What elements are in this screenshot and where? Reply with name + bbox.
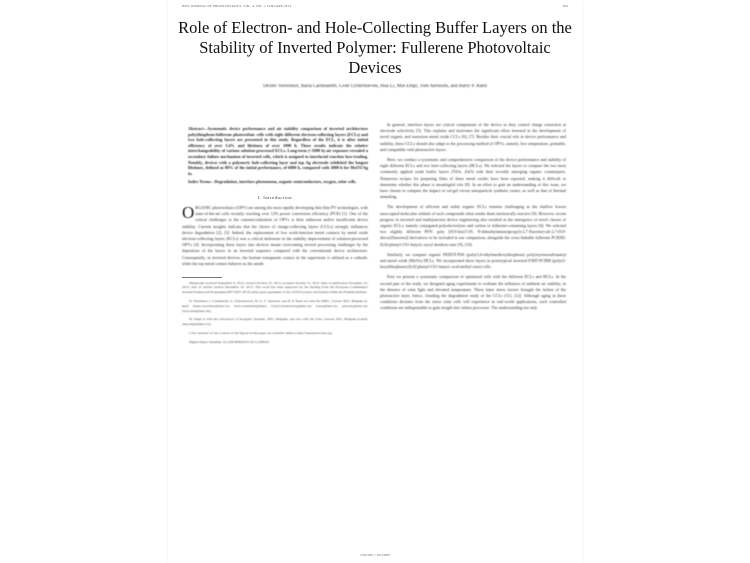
left-column — [182, 126, 368, 349]
body-paragraph: Similarly, we compare organic PEDOT:PSS (poly(3,4-ethylenedioxythiophene) poly(styrenesulfonate)) and metal oxide (MoOx) HCLs. We incorporated these layers in prototypical inverted P3HT:PCBM (poly(3-hexylthiophene):[6,6]-phenyl-C61-butyric acid methyl ester) cells. — [380, 251, 566, 270]
page-number: 369 — [562, 4, 568, 8]
footnote: D. Verreibezt, I. Cardinaletti, G. Uytterhoeven, H. Li, T. Aernouts, and B. P. Rand are with the IMEC, Leuven 3001, Belgium (e-mail: dexter.verreibezt@imec.be; barla.cardinaletti@imec; Griet.Uytterhoeven@imec.be; li.hua@imec.be; aernouts@imec.be; barry.rand@imec.be). — [182, 298, 368, 313]
footnote-block — [182, 281, 368, 345]
abstract: Abstract—Systematic device performance and air stability comparison of inverted architecture poly(thiophene:fullerene photovoltaic cells with eight different electron-collecting layers (ECLs) and two hole-collecting layers are presented in this study. Regardless of the ECL, it is after initial efficiency of over 3.4% and lifetimes of over 1000 h. These results indicate the relative interchangeability of various solution-processed ECLs. Long-term (>1000 h) air exposure revealed a secondary failure mechanism of inverted cells, which is assigned to interfacial reaction face-trading. Notably, devices with a polymeric hole-collecting layer and top Ag electrode exhibited the longest lifetimes, defined as 80% of the initial performance, of 6000 h, compared with 3000 h for MoO3/Ag in. — [188, 126, 368, 176]
footnote: Color versions of one or more of the figures in this paper are available online at http://ieeexplore.ieee.org. — [189, 330, 333, 335]
body-paragraph: First we present a systematic comparison of optimized cells with the different ECLs and HCLs. In the second part of the study, we designed aging experiments to evaluate the influence of ambient air stability, in the absence of solar light and elevated temperature. These latter stress factors brought the failure of the photoactive layer, hence, clouding the degradation study of the CCLs [11], [12]. Although aging in these conditions deviates from the stress solar cells will experience in real-world applications, such controlled conditions are indispensable to gain insight into failure processes. The understanding not only — [380, 274, 566, 311]
journal-name: IEEE JOURNAL OF PHOTOVOLTAICS, VOL. 4, NO. 1, JANUARY 2014 — [182, 4, 292, 8]
footnote: Digital Object Identifier 10.1109/JPHOTOV.2013.2289341 — [189, 339, 270, 344]
author-list: Dexter Verreibezt, Barla Cardinaletti, Griet Uytterhoeven, Hua Li, Min Empl, Tom Aernouts, and Barry P. Rand — [263, 84, 487, 89]
body-paragraph: The development of efficient and stable organic ECLs remains challenging as the shallow lowest unoccupied molecular orbitals of such compounds often render them intrinsically reactive [9]. However, recent progress in inverted and multijunction device engineering also resulted in the emergence of novel classes of organic ECLs, namely conjugated polyelectrolytes and carbon or fullerene-containing layers [6]. We selected two slightly different PFN: poly [(9,9-bis(3'-(N, N-dimethylamino)propyl)-2,7-fluorene)-alt-2,7-(9,9-dioctylfluorene)] derivatives to be included in our comparison, alongside the cross-linkable fullerene PCBSD: [6,6]-phenyl-C61-butyric styryl dendron ester [9], [10]. — [380, 204, 566, 247]
body-paragraph: In general, interface layers are critical components of the device as they control charge extraction at electrode selectivity [5]. This explains and motivates the significant effort invested in the development of novel organic and transition metal oxide CCLs [6], [7]. Besides their crucial role in device performance and stability, these CCLs should also adapt to the processing method of OPVs, namely, low temperature, printable, and compatible with photoactive layers. — [380, 122, 566, 152]
body-paragraph: Here, we conduct a systematic and comprehensive comparison of the device performance and stability of eight different ECLs and two hole-collecting layers (HCLs). We selected the layers to compare the two most commonly applied oxide buffer layers (TiOx, ZnO) with their recently emerging organic counterparts. Numerous recipes for preparing films of these metal oxides have been reported, making it difficult to determine whether this phase is meaningful role [8]. In an effort to gain an understanding of this issue, we have chosen to compare the impact of sol-gel versus nanoparticle synthetic routes, as well as that of thermal annealing. — [380, 157, 566, 200]
drop-cap: O — [182, 202, 195, 222]
intro-paragraph: RGANIC photovoltaics (OPV) are among the most rapidly developing thin-film PV technologies, with state-of-the-art cells recently reaching over 12% power conversion efficiency (PCE) [1]. One of the critical challenges to the commercialization of OPVs is their unknown and/or insufficient device stability. Current insights indicate that the choice of charge-collecting layers (CCLs) strongly influences device degradation [2], [3]. Indeed, the replacement of low work-function metal contacts by metal oxide electron-collecting layers (ECLs) was a critical milestone in the stability improvement of solution-processed OPVs [4]. Incorporating these layers into devices meant overcoming several processing challenges by the deposition of the layers in an inverted sequence compared with the conventional device architecture. Consequently, in inverted devices, the bottom transparent contact in the superstrate is utilized as a cathode, while the top metal contact behaves as the anode. — [182, 204, 368, 266]
right-column — [380, 122, 566, 316]
running-header — [182, 4, 568, 8]
index-terms: Index Terms—Degradation, interface phenomena, organic semiconductors, oxygen, solar cells. — [188, 179, 357, 185]
footnote-divider — [182, 277, 222, 278]
introduction-text — [182, 202, 368, 267]
footnote: M. Empl is with the Laboratory of Inorganic Systems, 3001, Belgium, and also with the Univ. Leuven 3001, Belgium (e-mail: emp.empl@imec.be). — [182, 317, 368, 327]
paper-page — [168, 0, 582, 563]
footnote: Manuscript received September 9, 2013; revised October 25, 2013; accepted October 31, 2013. Date of publication November 25, 2013; date of current version December 16, 2013. This work has been supported by the funding from the European Community's Seventh Framework Programme (FP7/2007-2013) under grant agreement of the LOTUS project and funded within the Flemish Institute. — [182, 280, 368, 295]
paper-title: Role of Electron- and Hole-Collecting Buffer Layers on the Stability of Inverted Polymer: Fullerene Photovoltaic Devices — [178, 18, 572, 77]
page-footer: 2156-3381 © 2013 IEEE — [359, 553, 391, 557]
section-heading: I. Introduction — [257, 194, 293, 200]
